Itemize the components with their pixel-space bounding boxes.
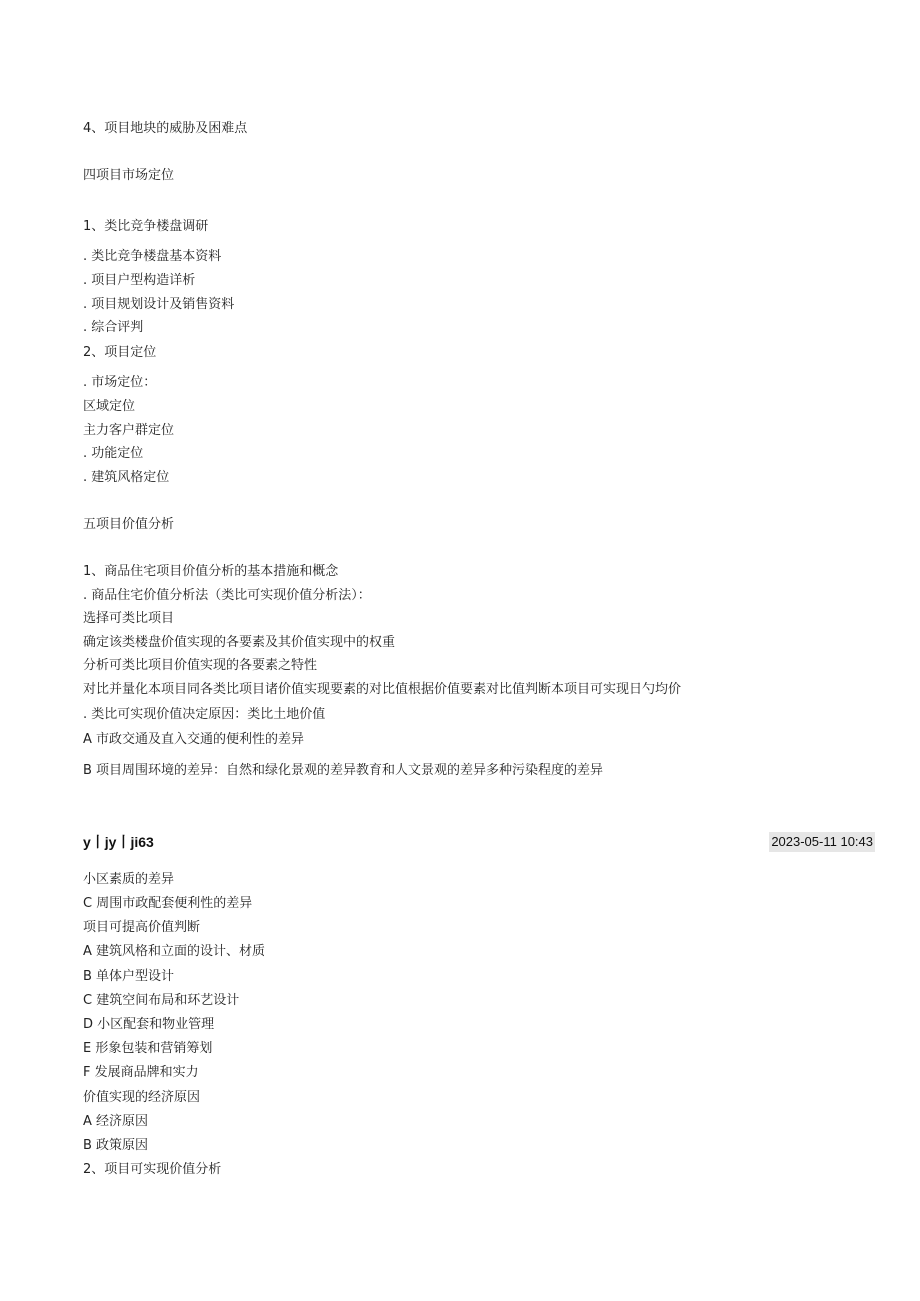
text-line: A 建筑风格和立面的设计、材质 [83,944,266,959]
text-line: C 周围市政配套便利性的差异 [83,896,253,911]
text-line: 确定该类楼盘价值实现的各要素及其价值实现中的权重 [83,635,396,650]
text-line: B 单体户型设计 [83,969,175,984]
text-line: F 发展商品牌和实力 [83,1065,199,1080]
text-line: . 功能定位 [83,446,144,461]
section-heading: 四项目市场定位 [83,168,175,183]
text-line: . 综合评判 [83,320,144,335]
text-line: 小区素质的差异 [83,872,175,887]
text-line: . 市场定位： [83,375,157,390]
text-line: 区域定位 [83,399,136,414]
text-line: B 政策原因 [83,1138,149,1153]
text-line: . 项目户型构造详析 [83,273,196,288]
text-line: 1、商品住宅项目价值分析的基本措施和概念 [83,564,339,579]
text-line: A 经济原因 [83,1114,149,1129]
section-heading: 五项目价值分析 [83,517,175,532]
text-line: 主力客户群定位 [83,423,175,438]
text-line: 4、项目地块的威胁及困难点 [83,121,248,136]
text-line: 分析可类比项目价值实现的各要素之特性 [83,658,318,673]
text-line: . 类比竞争楼盘基本资料 [83,249,222,264]
text-line: 项目可提高价值判断 [83,920,201,935]
text-line: . 商品住宅价值分析法（类比可实现价值分析法）： [83,588,371,603]
text-line: . 类比可实现价值决定原因：类比土地价值 [83,707,326,722]
text-line: E 形象包装和营销筹划 [83,1041,213,1056]
text-line: B 项目周围环境的差异：自然和绿化景观的差异教育和人文景观的差异多种污染程度的差异 [83,763,604,778]
text-line: C 建筑空间布局和环艺设计 [83,993,240,1008]
text-line: 对比并量化本项目同各类比项目诸价值实现要素的对比值根据价值要素对比值判断本项目可实现日勺均价 [83,682,682,697]
timestamp: 2023-05-11 10:43 [769,832,875,852]
document-id: y丨jy丨ji63 [83,834,154,850]
text-line: 2、项目定位 [83,345,157,360]
text-line: 选择可类比项目 [83,611,175,626]
text-line: . 项目规划设计及销售资料 [83,297,235,312]
text-line: . 建筑风格定位 [83,470,170,485]
text-line: 价值实现的经济原因 [83,1090,201,1105]
text-line: D 小区配套和物业管理 [83,1017,215,1032]
text-line: 2、项目可实现价值分析 [83,1162,222,1177]
text-line: 1、类比竞争楼盘调研 [83,219,209,234]
text-line: A 市政交通及直入交通的便利性的差异 [83,732,305,747]
